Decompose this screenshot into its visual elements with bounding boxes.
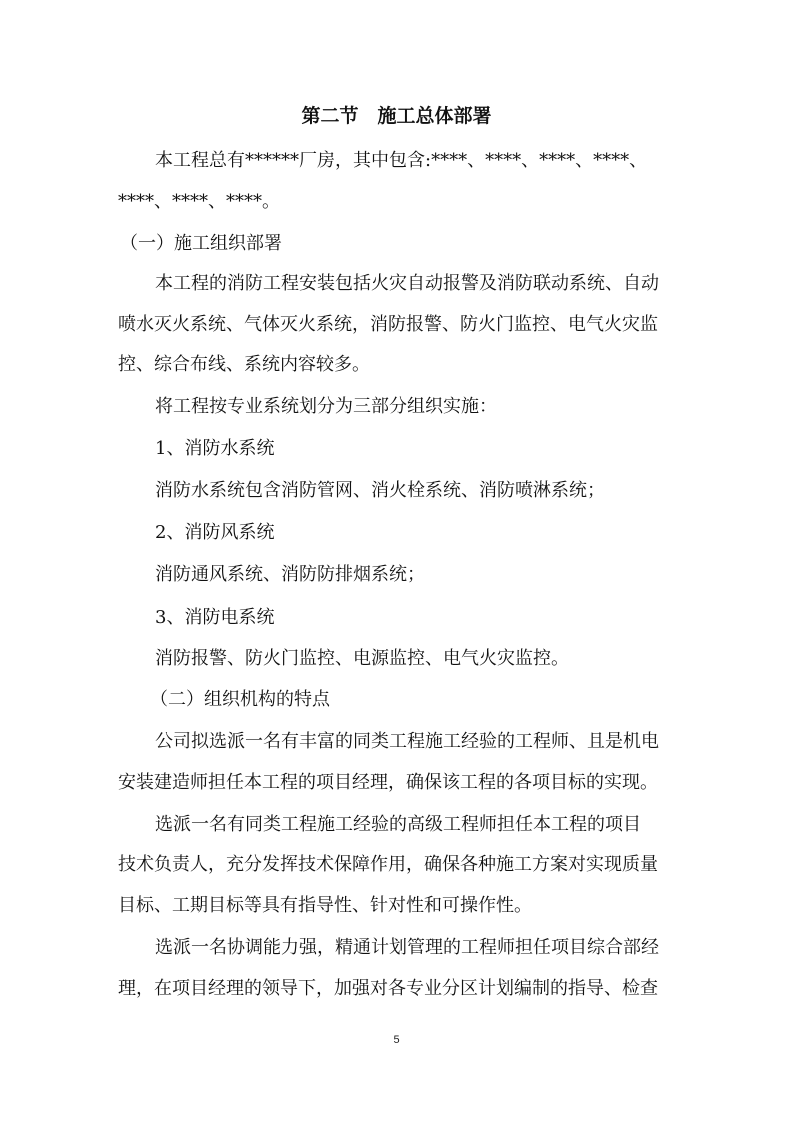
paragraph-line: 将工程按专业系统划分为三部分组织实施： — [155, 396, 497, 417]
list-heading: 2、消防风系统 — [155, 522, 275, 543]
subsection-heading: （一）施工组织部署 — [120, 233, 282, 254]
list-heading: 3、消防电系统 — [155, 607, 275, 628]
paragraph-line: 目标、工期目标等具有指导性、针对性和可操作性。 — [118, 895, 532, 916]
paragraph-line: 本工程的消防工程安装包括火灾自动报警及消防联动系统、自动 — [155, 273, 659, 294]
paragraph-line: 本工程总有******厂房，其中包含:****、****、****、****、 — [155, 150, 648, 171]
paragraph-line: 理，在项目经理的领导下，加强对各专业分区计划编制的指导、检查 — [118, 978, 658, 999]
section-title: 第二节 施工总体部署 — [301, 105, 492, 127]
paragraph-line: 选派一名协调能力强，精通计划管理的工程师担任项目综合部经 — [155, 937, 659, 958]
paragraph-line: 技术负责人，充分发挥技术保障作用，确保各种施工方案对实现质量 — [118, 854, 658, 875]
paragraph-line: 公司拟选派一名有丰富的同类工程施工经验的工程师、且是机电 — [155, 731, 659, 752]
paragraph-line: 安装建造师担任本工程的项目经理，确保该工程的各项目标的实现。 — [118, 772, 658, 793]
paragraph-line: 喷水灭火系统、气体灭火系统，消防报警、防火门监控、电气火灾监 — [118, 314, 658, 335]
paragraph-line: 消防报警、防火门监控、电源监控、电气火灾监控。 — [155, 648, 569, 669]
paragraph-line: 消防水系统包含消防管网、消火栓系统、消防喷淋系统； — [155, 480, 605, 501]
paragraph-line: 消防通风系统、消防防排烟系统； — [155, 564, 425, 585]
paragraph-line: 选派一名有同类工程施工经验的高级工程师担任本工程的项目 — [155, 814, 641, 835]
list-heading: 1、消防水系统 — [155, 438, 275, 459]
page-number: 5 — [393, 1034, 400, 1046]
paragraph-line: 控、综合布线、系统内容较多。 — [118, 354, 370, 375]
subsection-heading: （二）组织机构的特点 — [150, 689, 330, 710]
paragraph-line: ****、****、****。 — [118, 191, 280, 212]
